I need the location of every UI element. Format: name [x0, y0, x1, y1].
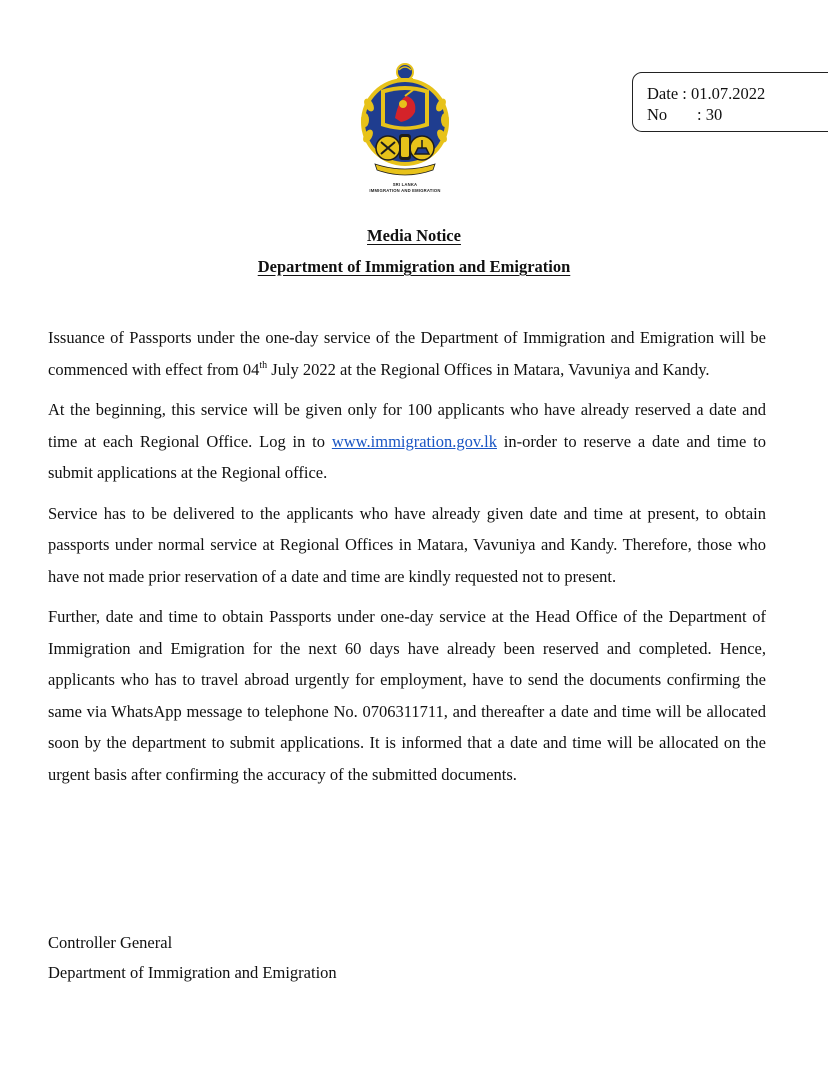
notice-title: Media Notice: [367, 226, 461, 245]
paragraph-2: [48, 394, 766, 489]
emblem-caption: [346, 182, 464, 193]
signature-block: [48, 928, 337, 988]
signatory-title: Controller General: [48, 933, 173, 952]
number-label: No: [647, 105, 668, 124]
paragraph-1: [48, 322, 766, 385]
number-value: 30: [705, 105, 723, 124]
paragraph-1-text-b: July 2022 at the Regional Offices in Matara, Vavuniya and Kandy.: [267, 359, 710, 379]
date-value: 01.07.2022: [691, 84, 766, 103]
date-row: Date : 01.07.2022: [647, 84, 766, 103]
notice-subtitle: Department of Immigration and Emigration: [257, 257, 571, 276]
emblem-caption-department: IMMIGRATION AND EMIGRATION: [369, 187, 441, 193]
reference-box: [632, 72, 828, 132]
notice-body: [48, 322, 766, 799]
immigration-website-link[interactable]: www.immigration.gov.lk: [331, 431, 497, 451]
number-row: No : 30: [647, 105, 723, 124]
emblem-icon: [355, 60, 455, 185]
paragraph-2-text-a: At the beginning, this service will be given only for 100 applicants who have already reserved a date and time at each Regional Office. Log in to: [48, 400, 766, 451]
paragraph-1-text-a: Issuance of Passports under the one-day service of the Department of Immigration and Emigration will be commenced with effect from 04: [48, 328, 766, 379]
signatory-department: Department of Immigration and Emigration: [48, 963, 337, 982]
paragraph-1-superscript: th: [259, 359, 268, 371]
emblem-caption-country: SRI LANKA: [392, 182, 418, 187]
paragraph-2-text-b: in-order to reserve a date and time to submit applications at the Regional office.: [48, 431, 766, 482]
date-label: Date: [647, 84, 679, 103]
paragraph-3: Service has to be delivered to the applicants who have already given date and time at present, to obtain passports under normal service at Regional Offices in Matara, Vavuniya and Kandy. Therefore, those who have not made prior reservation of a date and time are kindly requested not to present.: [48, 503, 766, 586]
paragraph-4: Further, date and time to obtain Passports under one-day service at the Head Office of the Department of Immigration and Emigration for the next 60 days have already been reserved and completed. Hence, applicants who has to travel abroad urgently for employment, have to send the documents confirming the same via WhatsApp message to telephone No. 0706311711, and thereafter a date and time will be allocated soon by the department to submit applications. It is informed that a date and time will be allocated on the urgent basis after confirming the accuracy of the submitted documents.: [48, 607, 766, 784]
